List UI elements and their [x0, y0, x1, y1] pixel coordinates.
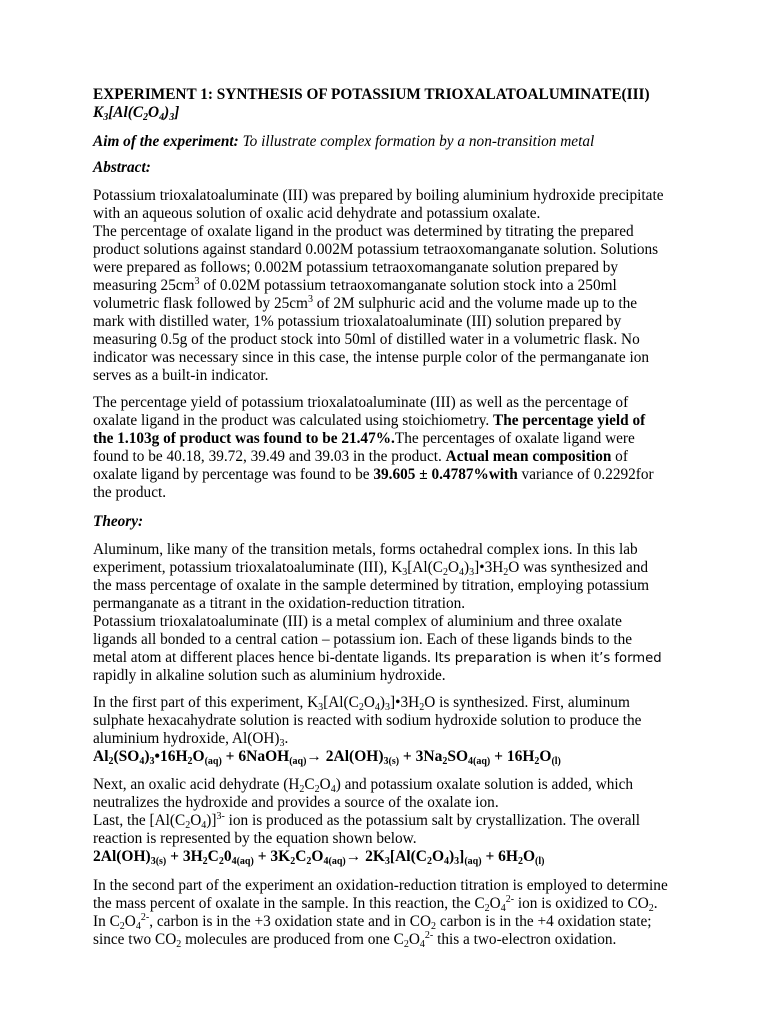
theory-text-line: rapidly in alkaline solution such as aluminium hydroxide. — [93, 667, 446, 684]
abstract-text-line: mark with distilled water, 1% potassium trioxalatoaluminate (III) solution prepared by — [93, 313, 622, 330]
theory-text-line: Next, an oxalic acid dehydrate $(H_2C_2O_4)$ and potassium oxalate solution is added, which — [93, 776, 634, 795]
abstract-text-line: with an aqueous solution of oxalic acid dehydrate and potassium oxalate. — [93, 205, 541, 222]
abstract-heading: Abstract: — [93, 159, 151, 176]
abstract-text-line: oxalate ligand in the product was calculated using stoichiometry. The percentage yield of — [93, 412, 646, 429]
aim-line — [93, 133, 594, 151]
mean-composition-result: 39.605 ± 0.4787%with — [373, 466, 518, 483]
theory-text-line: Last, the $[Al(C_2O_4)]^{3-}$ ion is produced as the potassium salt by crystallization. The overall — [93, 811, 640, 831]
abstract-text-line: product solutions against standard 0.002M potassium tetraoxomanganate solution. Solutions — [93, 241, 659, 258]
abstract-text-line: found to be 40.18, 39.72, 39.49 and 39.03 in the product. Actual mean composition of — [93, 448, 628, 465]
abstract-text-line: were prepared as follows; 0.002M potassium tetraoxomanganate solution prepared by — [93, 259, 619, 276]
theory-text-line: sulphate hexacahydrate solution is reacted with sodium hydroxide solution to produce the — [93, 712, 642, 729]
theory-text-line: metal atom at different places hence bi-dentate ligands. Its preparation is when it’s formed — [93, 649, 662, 666]
title-formula: $K_3[Al(C_2O_4)_3]$ — [93, 104, 180, 123]
equation-1: $Al_2(SO_4)_3•16H_2O_{(aq)}$ + 6NaOH$_{(aq)}$→ $2Al(OH)_{3(s)} + 3Na_2SO_{4(aq)} + 16H_2O_{(l)}$ — [93, 748, 561, 767]
equation-2: $2Al(OH)_{3(s)} + 3H_2C_20_{4(aq)} + 3K_2C_2O_{4(aq)}\to 2K_3[Al(C_2O_4)_3]_{(aq)} + 6H_2O_{(l)}$ — [93, 848, 545, 867]
theory-text-line: experiment, potassium trioxalatoaluminate (III), $K_3[Al(C_2O_4)_3]•3H_2O$ was synthesized and — [93, 559, 649, 578]
abstract-text-line: the 1.103g of product was found to be 21.47%.The percentages of oxalate ligand were — [93, 430, 635, 447]
aim-text: To illustrate complex formation by a non-transition metal — [242, 133, 595, 150]
theory-heading: Theory: — [93, 513, 144, 530]
abstract-text-line: measuring 0.5g of the product stock into 50ml of distilled water in a volumetric flask. No — [93, 331, 640, 348]
theory-text-line: neutralizes the hydroxide and provides a source of the oxalate ion. — [93, 794, 499, 811]
theory-text-line: aluminium hydroxide, $Al(OH)_3$. — [93, 730, 289, 749]
theory-text-line: the mass percent of oxalate in the sample. In this reaction, the $C_2O_4^{2-}$ ion is oxidized to $CO_2$. — [93, 894, 658, 914]
yield-result: the 1.103g of product was found to be 21.47%. — [93, 430, 395, 447]
abstract-text-line: Potassium trioxalatoaluminate (III) was prepared by boiling aluminium hydroxide precipitate — [93, 187, 664, 204]
abstract-text-line: The percentage yield of potassium trioxalatoaluminate (III) as well as the percentage of — [93, 394, 629, 411]
theory-text-line: In $C_2O_4^{2-}$, carbon is in the +3 oxidation state and in $CO_2$ carbon is in the +4 oxidation state; — [93, 912, 652, 932]
abstract-text-line: oxalate ligand by percentage was found to be 39.605 ± 0.4787%with variance of 0.2292for — [93, 466, 654, 483]
experiment-title: EXPERIMENT 1: SYNTHESIS OF POTASSIUM TRIOXALATOALUMINATE(III) — [93, 86, 650, 103]
theory-text-line: Potassium trioxalatoaluminate (III) is a metal complex of aluminium and three oxalate — [93, 613, 622, 630]
theory-text-line: permanganate as a titrant in the oxidation-reduction titration. — [93, 595, 466, 612]
theory-text-line: reaction is represented by the equation shown below. — [93, 830, 417, 847]
theory-text-line: the mass percentage of oxalate in the sample determined by titration, employing potassium — [93, 577, 650, 594]
theory-text-line: In the second part of the experiment an oxidation-reduction titration is employed to determine — [93, 877, 668, 894]
abstract-text-line: volumetric flask followed by $25cm^3$ of 2M sulphuric acid and the volume made up to the — [93, 294, 638, 312]
abstract-text-line: serves as a built-in indicator. — [93, 367, 269, 384]
theory-text-line: since two $CO_2$ molecules are produced from one $C_2O_4^{2-}$ this a two-electron oxidation. — [93, 930, 617, 950]
abstract-text-line: measuring $25cm^3$ of 0.02M potassium tetraoxomanganate solution stock into a 250ml — [93, 276, 617, 294]
abstract-text-line: the product. — [93, 484, 167, 501]
theory-text-line: ligands all bonded to a central cation – potassium ion. Each of these ligands binds to the — [93, 631, 633, 648]
theory-text-line: Aluminum, like many of the transition metals, forms octahedral complex ions. In this lab — [93, 541, 638, 558]
abstract-text-line: The percentage of oxalate ligand in the product was determined by titrating the prepared — [93, 223, 634, 240]
abstract-text-line: indicator was necessary since in this case, the intense purple color of the permanganate ion — [93, 349, 650, 366]
theory-text-line: In the first part of this experiment, $K_3[Al(C_2O_4)_3]•3H_2O$ is synthesized. First, aluminum — [93, 694, 630, 713]
aim-label: Aim of the experiment: — [93, 133, 239, 150]
